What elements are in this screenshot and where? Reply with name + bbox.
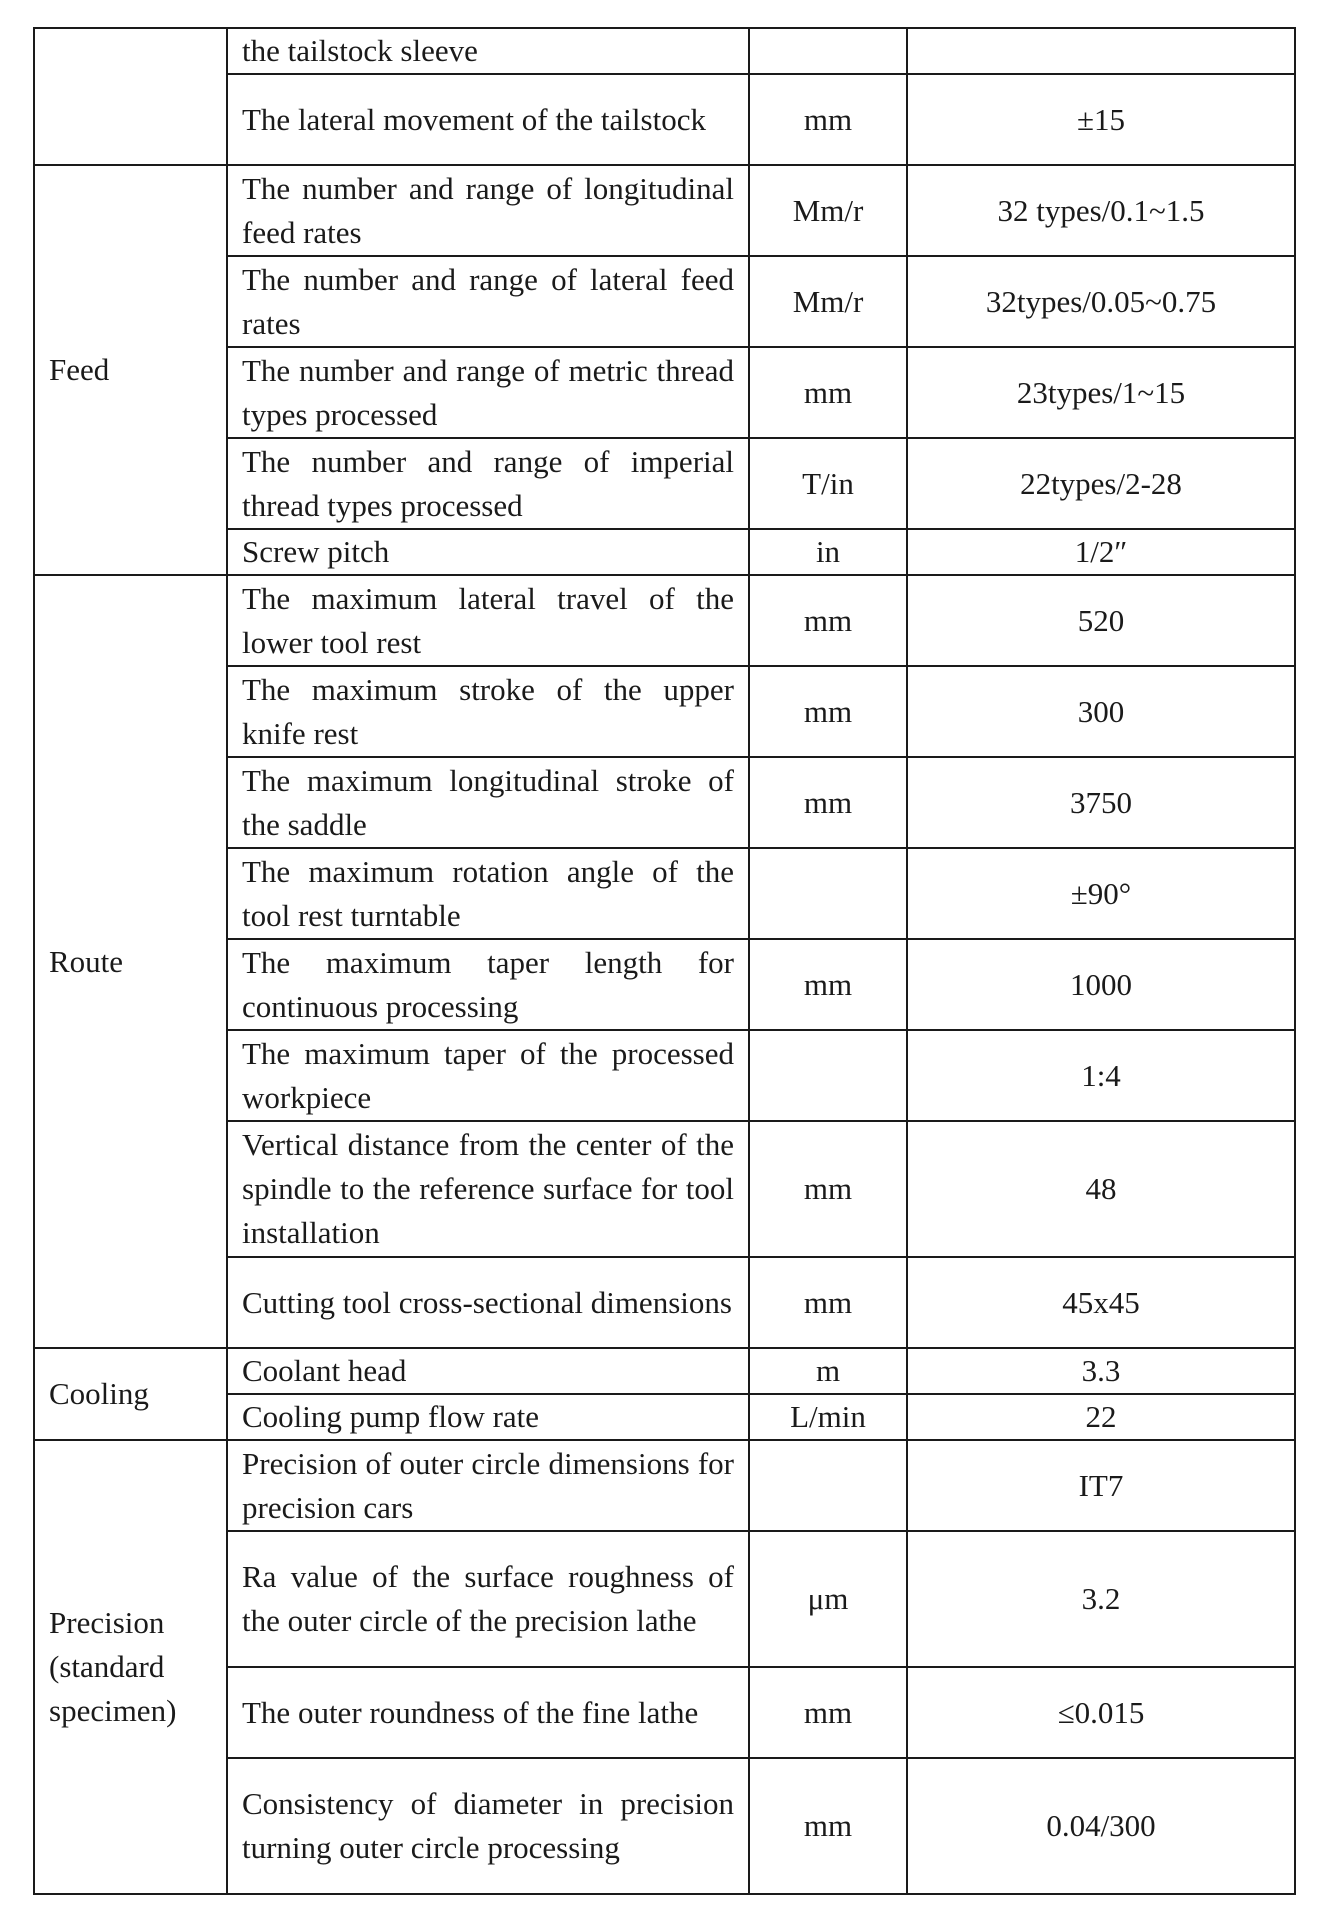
unit-cell: L/min	[749, 1394, 907, 1440]
item-cell: The number and range of imperial thread types processed	[227, 438, 749, 529]
value-cell: 32types/0.05~0.75	[907, 256, 1295, 347]
unit-cell: mm	[749, 1257, 907, 1348]
unit-cell: mm	[749, 347, 907, 438]
value-cell: 23types/1~15	[907, 347, 1295, 438]
table-row	[34, 1440, 1295, 1531]
item-cell: The maximum stroke of the upper knife rest	[227, 666, 749, 757]
unit-cell: T/in	[749, 438, 907, 529]
unit-cell	[749, 1030, 907, 1121]
unit-cell: mm	[749, 1121, 907, 1257]
item-cell: The number and range of metric thread types processed	[227, 347, 749, 438]
category-cell: Route	[34, 575, 227, 1348]
value-cell: 520	[907, 575, 1295, 666]
item-cell: The lateral movement of the tailstock	[227, 74, 749, 165]
category-cell	[34, 28, 227, 165]
value-cell: 45x45	[907, 1257, 1295, 1348]
item-cell: Consistency of diameter in precision turning outer circle processing	[227, 1758, 749, 1894]
unit-cell: Mm/r	[749, 165, 907, 256]
item-cell: Cooling pump flow rate	[227, 1394, 749, 1440]
item-cell: Vertical distance from the center of the spindle to the reference surface for tool installation	[227, 1121, 749, 1257]
value-cell: 3750	[907, 757, 1295, 848]
value-cell: IT7	[907, 1440, 1295, 1531]
unit-cell: mm	[749, 575, 907, 666]
unit-cell: mm	[749, 666, 907, 757]
value-cell: 48	[907, 1121, 1295, 1257]
value-cell: 3.3	[907, 1348, 1295, 1394]
category-cell: Precision (standard specimen)	[34, 1440, 227, 1894]
unit-cell: mm	[749, 939, 907, 1030]
unit-cell	[749, 28, 907, 74]
value-cell: 1000	[907, 939, 1295, 1030]
item-cell: The maximum lateral travel of the lower tool rest	[227, 575, 749, 666]
value-cell: 0.04/300	[907, 1758, 1295, 1894]
item-cell: The maximum rotation angle of the tool rest turntable	[227, 848, 749, 939]
value-cell	[907, 28, 1295, 74]
item-cell: The outer roundness of the fine lathe	[227, 1667, 749, 1758]
spec-table	[33, 27, 1296, 1895]
value-cell: 300	[907, 666, 1295, 757]
unit-cell: mm	[749, 74, 907, 165]
table-row	[34, 28, 1295, 74]
value-cell: ≤0.015	[907, 1667, 1295, 1758]
item-cell: The maximum longitudinal stroke of the saddle	[227, 757, 749, 848]
item-cell: The number and range of lateral feed rates	[227, 256, 749, 347]
value-cell: 22types/2-28	[907, 438, 1295, 529]
value-cell: ±90°	[907, 848, 1295, 939]
item-cell: Screw pitch	[227, 529, 749, 575]
unit-cell	[749, 848, 907, 939]
value-cell: 1/2″	[907, 529, 1295, 575]
category-cell: Feed	[34, 165, 227, 575]
value-cell: 22	[907, 1394, 1295, 1440]
item-cell: Ra value of the surface roughness of the outer circle of the precision lathe	[227, 1531, 749, 1667]
item-cell: Coolant head	[227, 1348, 749, 1394]
unit-cell: μm	[749, 1531, 907, 1667]
unit-cell	[749, 1440, 907, 1531]
value-cell: 1:4	[907, 1030, 1295, 1121]
unit-cell: mm	[749, 1667, 907, 1758]
table-row	[34, 575, 1295, 666]
item-cell: The maximum taper of the processed workpiece	[227, 1030, 749, 1121]
unit-cell: m	[749, 1348, 907, 1394]
table-row	[34, 165, 1295, 256]
table-row	[34, 1348, 1295, 1394]
unit-cell: mm	[749, 1758, 907, 1894]
unit-cell: Mm/r	[749, 256, 907, 347]
unit-cell: in	[749, 529, 907, 575]
item-cell: The number and range of longitudinal feed rates	[227, 165, 749, 256]
item-cell: Cutting tool cross-sectional dimensions	[227, 1257, 749, 1348]
value-cell: 3.2	[907, 1531, 1295, 1667]
item-cell: the tailstock sleeve	[227, 28, 749, 74]
value-cell: 32 types/0.1~1.5	[907, 165, 1295, 256]
unit-cell: mm	[749, 757, 907, 848]
item-cell: Precision of outer circle dimensions for precision cars	[227, 1440, 749, 1531]
value-cell: ±15	[907, 74, 1295, 165]
item-cell: The maximum taper length for continuous processing	[227, 939, 749, 1030]
category-cell: Cooling	[34, 1348, 227, 1440]
